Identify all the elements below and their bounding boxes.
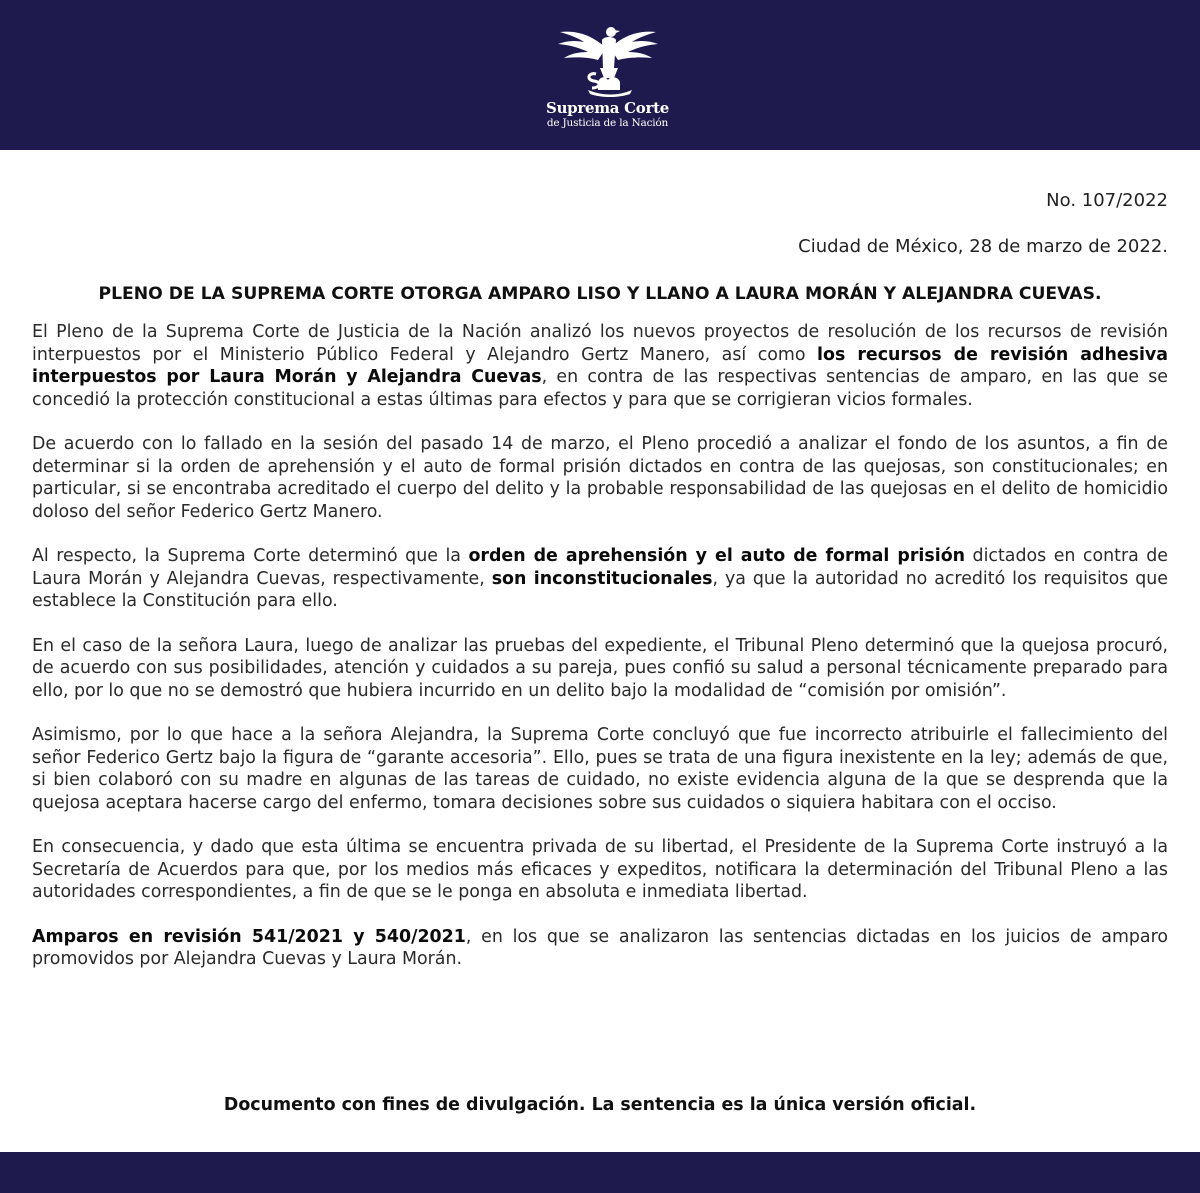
disclaimer: Documento con fines de divulgación. La sentencia es la única versión oficial.	[223, 1095, 977, 1115]
press-body	[32, 321, 1168, 993]
paragraph-7-bold: Amparos en revisión 541/2021 y 540/2021	[32, 926, 466, 947]
paragraph-2: De acuerdo con lo fallado en la sesión del pasado 14 de marzo, el Pleno procedió a analizar el fondo de los asuntos, a fin de determinar si la orden de aprehensión y el auto de formal prisión dictados en contra de las quejosas, son constitucionales; en particular, si se encontraba acreditado el cuerpo del delito y la probable responsabilidad de las quejosas en el delito de homicidio doloso del señor Federico Gertz Manero.	[32, 434, 1168, 522]
paragraph-7-text-b: , en los que se analizaron las sentencias dictadas en los juicios de amparo promovidos por Alejandra Cuevas y Laura Morán.	[32, 926, 1168, 969]
paragraph-3-text-a: Al respecto, la Suprema Corte determinó que la	[32, 546, 469, 566]
eagle-seal-icon	[548, 18, 668, 98]
scjn-logo	[540, 18, 675, 133]
paragraph-1-text-a: El Pleno de la Suprema Corte de Justicia de la Nación analizó los nuevos proyectos de resolución de los recursos de revisión interpuestos por el Ministerio Público Federal y Alejandro Gertz Manero, así como	[32, 322, 1168, 365]
paragraph-3-bold-2: son inconstitucionales	[491, 568, 713, 589]
paragraph-3-text-e: , ya que la autoridad no acreditó los requisitos que establece la Constitución para ello.	[32, 568, 1168, 611]
press-headline: PLENO DE LA SUPREMA CORTE OTORGA AMPARO LISO Y LLANO A LAURA MORÁN Y ALEJANDRA CUEVAS.	[98, 284, 1102, 304]
paragraph-1-bold: los recursos de revisión adhesiva interpuestos por Laura Morán y Alejandra Cuevas	[32, 344, 1169, 387]
document-number: No. 107/2022	[1046, 190, 1168, 211]
paragraph-4: En el caso de la señora Laura, luego de analizar las pruebas del expediente, el Tribunal Pleno determinó que la quejosa procuró, de acuerdo con sus posibilidades, atención y cuidados a su pareja, pues confió su salud a personal técnicamente preparado para ello, por lo que no se demostró que hubiera incurrido en un delito bajo la modalidad de “comisión por omisión”.	[32, 635, 1168, 701]
paragraph-5: Asimismo, por lo que hace a la señora Alejandra, la Suprema Corte concluyó que fue incorrecto atribuirle el fallecimiento del señor Federico Gertz bajo la figura de “garante accesoria”. Ello, pues se trata de una figura inexistente en la ley; además de que, si bien colaboró con su madre en algunas de las tareas de cuidado, no existe evidencia alguna de la que se desprenda que la quejosa aceptara hacerse cargo del enfermo, tomara decisiones sobre sus cuidados o siquiera habitara con el occiso.	[32, 725, 1168, 813]
paragraph-1-text-c: , en contra de las respectivas sentencias de amparo, en las que se concedió la protección constitucional a estas últimas para efectos y para que se corrigieran vicios formales.	[32, 367, 1168, 410]
logo-subtitle: de Justicia de la Nación	[546, 117, 669, 129]
document-date: Ciudad de México, 28 de marzo de 2022.	[798, 236, 1168, 257]
paragraph-3-text-c: dictados en contra de Laura Morán y Alejandra Cuevas, respectivamente,	[32, 546, 1169, 589]
header-bar	[0, 0, 1200, 150]
paragraph-6: En consecuencia, y dado que esta última se encuentra privada de su libertad, el Presidente de la Suprema Corte instruyó a la Secretaría de Acuerdos para que, por los medios más eficaces y expeditos, notificara la determinación del Tribunal Pleno a las autoridades correspondientes, a fin de que se le ponga en absoluta e inmediata libertad.	[32, 837, 1168, 902]
paragraph-3	[32, 545, 1168, 613]
footer-bar	[0, 1152, 1200, 1193]
paragraph-1	[32, 321, 1168, 411]
paragraph-7	[32, 926, 1168, 971]
logo-title: Suprema Corte	[546, 99, 669, 117]
paragraph-3-bold-1: orden de aprehensión y el auto de formal prisión	[468, 546, 966, 566]
